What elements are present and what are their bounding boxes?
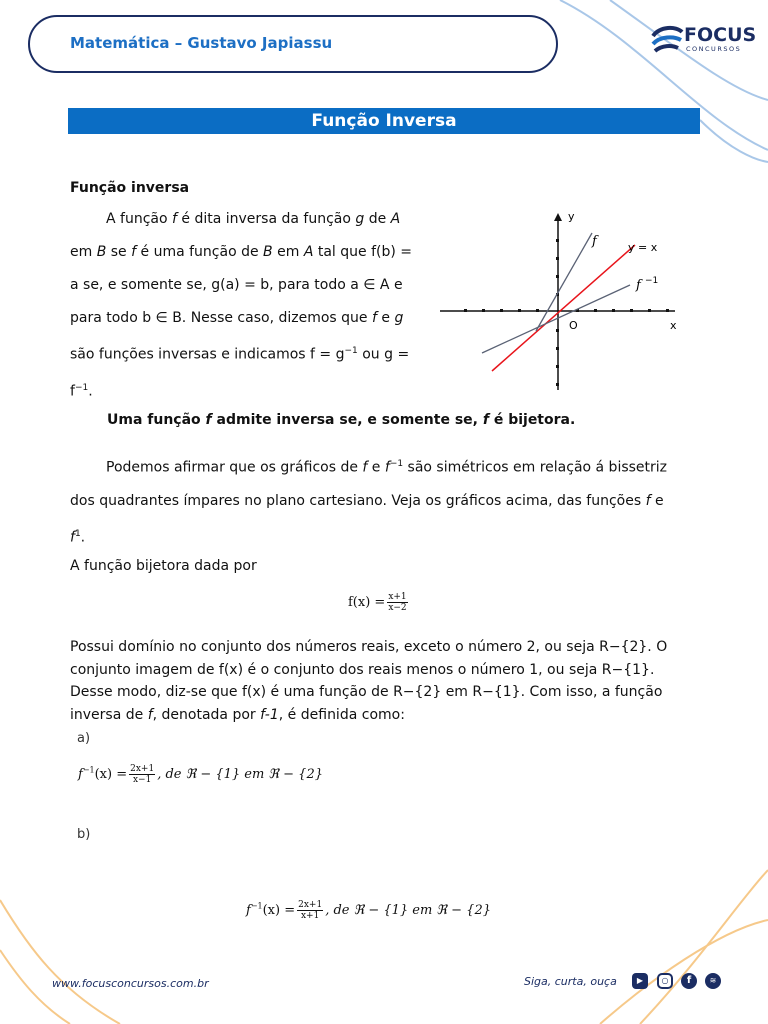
symmetry-paragraph: Podemos afirmar que os gráficos de f e $f^{-1}$ são simétricos em relação á bissetriz dos quadrantes ímpares no plano cartesiano. Veja os gráficos acima, das funções f e $f^1$.: [70, 459, 668, 546]
spotify-icon[interactable]: ≋: [705, 973, 721, 989]
footer-url-link[interactable]: www.focusconcursos.com.br: [52, 977, 209, 990]
facebook-icon[interactable]: f: [681, 973, 697, 989]
identity-label: y = x: [628, 241, 658, 254]
f-inverse-label: f: [636, 278, 641, 293]
x-axis-label: x: [670, 319, 677, 332]
focus-logo: [650, 24, 757, 60]
inverse-function-graph: [430, 205, 700, 395]
option-b-label[interactable]: b): [77, 827, 91, 842]
youtube-icon[interactable]: ▶: [632, 973, 648, 989]
f-inverse-exponent: −1: [645, 276, 659, 286]
f-line: [536, 233, 592, 331]
identity-line: [492, 245, 635, 371]
section-heading: Função inversa: [70, 180, 190, 196]
logo-brand: FOCUS: [684, 24, 757, 46]
intro-paragraph: A função f é dita inversa da função g de A em B se f é uma função de B em A tal que f(b) = a se, e somente se, g(a) = b, para todo a ∈ A e para todo b ∈ B. Nesse caso, dizemos que f e g são funções inversas e indicamos $f = g^{-1}$ ou g = $f^{-1}$.: [70, 211, 412, 400]
bijective-intro: A função bijetora dada por: [70, 558, 257, 574]
domain-paragraph: Possui domínio no conjunto dos números reais, exceto o número 2, ou seja R−{2}. O conjunto imagem de f(x) é o conjunto dos reais menos o número 1, ou seja R−{1}. Desse modo, diz-se que f(x) é uma função de R−{2} em R−{1}. Com isso, a função inversa de f, denotada por f-1, é definida como:: [70, 639, 668, 723]
option-a-equation: $f^{-1}(x)$ = $\frac{2x+1}{x-1}$ , de ℜ − {1} em ℜ − {2}: [78, 764, 323, 785]
option-b-equation: $f^{-1}(x)$ = $\frac{2x+1}{x+1}$ , de ℜ − {1} em ℜ − {2}: [246, 900, 491, 921]
footer-social-text: Siga, curta, ouça: [524, 975, 617, 988]
origin-label: O: [569, 319, 578, 332]
y-axis-arrow: [554, 213, 562, 221]
logo-subtitle: CONCURSOS: [686, 45, 742, 53]
instagram-icon[interactable]: ○: [657, 973, 673, 989]
f-label: f: [592, 234, 597, 249]
section-banner: Função Inversa: [68, 108, 700, 134]
y-axis-label: y: [568, 210, 575, 223]
bijective-statement: Uma função f admite inversa se, e somente se, f é bijetora.: [107, 412, 576, 428]
equation-f: f(x) = $\frac{x+1}{x-2}$: [348, 592, 407, 613]
header-title: Matemática – Gustavo Japiassu: [70, 34, 333, 52]
focus-logo-icon: [650, 24, 684, 54]
option-a-label[interactable]: a): [77, 731, 91, 746]
